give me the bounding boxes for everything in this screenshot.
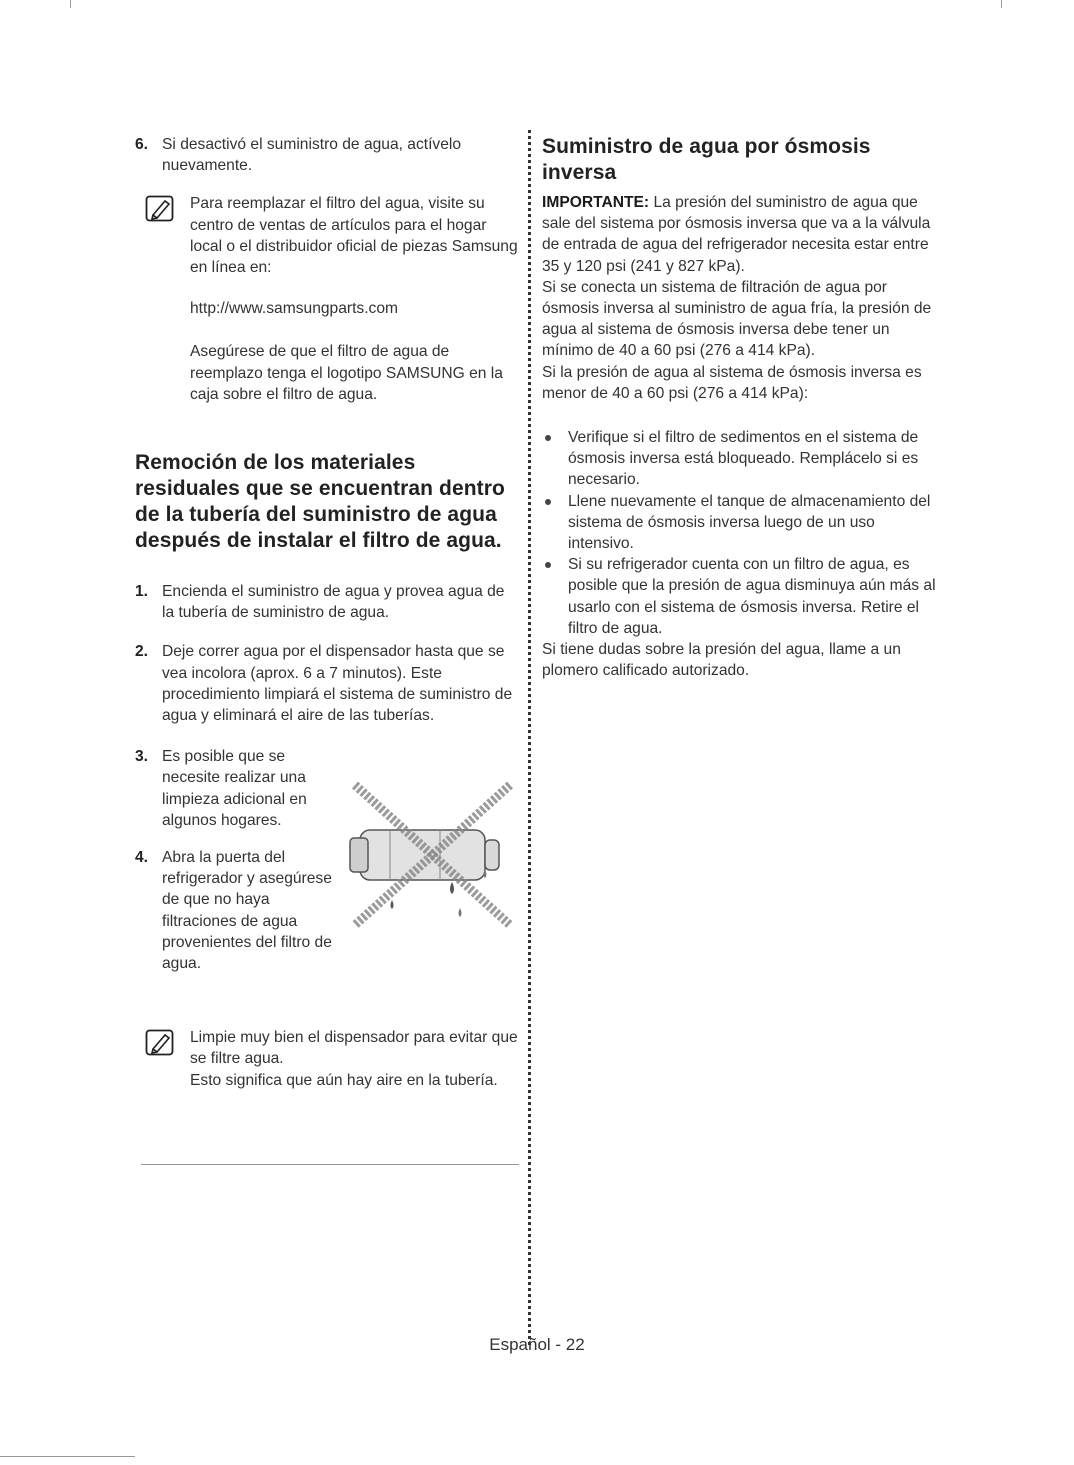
step-text: Si desactivó el suministro de agua, actívelo nuevamente. [162,136,462,175]
note-icon [145,195,175,229]
bottom-rule [141,1164,519,1165]
list-item: Llene nuevamente el tanque de almacenamiento del sistema de ósmosis inversa luego de un uso intensivo. [542,491,937,555]
note-text: Limpie muy bien el dispensador para evitar que se filtre agua. [190,1029,518,1068]
note-clean-dispenser [135,1027,520,1091]
step-number: 1. [135,583,149,601]
step-3 [135,746,332,831]
important-label: IMPORTANTE: [542,194,650,211]
bullet-list [542,427,937,639]
section-title-reverse-osmosis: Suministro de agua por ósmosis inversa [542,135,871,184]
note-replace-filter [135,193,520,405]
right-column [542,134,937,681]
section-title-residue-removal: Remoción de los materiales residuales que se encuentran dentro de la tubería del suministro de agua después de instalar el filtro de agua. [135,451,505,553]
step-number: 3. [135,748,149,766]
note-text: Para reemplazar el filtro del agua, visite su centro de ventas de artículos para el hogar local o el distribuidor oficial de piezas Samsung en línea en: [190,195,518,277]
note-text-logo: Asegúrese de que el filtro de agua de reemplazo tenga el logotipo SAMSUNG en la caja sobre el filtro de agua. [190,343,503,403]
list-item: Verifique si el filtro de sedimentos en el sistema de ósmosis inversa está bloqueado. Remplácelo si es necesario. [542,427,937,491]
step-4 [135,847,334,974]
column-divider [528,130,531,1345]
crop-mark-bottom [0,1456,135,1457]
step-text: Encienda el suministro de agua y provea agua de la tubería de suministro de agua. [162,583,505,622]
step-number: 2. [135,643,149,661]
step-text: Es posible que se necesite realizar una limpieza adicional en algunos hogares. [162,748,307,829]
step-text: Deje correr agua por el dispensador hasta que se vea incolora (aprox. 6 a 7 minutos). Este procedimiento limpiará el sistema de suministro de agua y eliminará el aire de las tuberías. [162,643,513,725]
crop-mark-left [70,0,71,8]
crop-mark-right [1001,0,1002,8]
leak-illustration [330,770,520,930]
note-icon [145,1029,175,1063]
important-paragraph [542,192,937,277]
paragraph-connection: Si se conecta un sistema de filtración de agua por ósmosis inversa al suministro de agua fría, la presión de agua al sistema de ósmosis inversa debe tener un mínimo de 40 a 60 psi (276 a 414 kPa). [542,278,932,360]
important-text: La presión del suministro de agua que sale del sistema por ósmosis inversa que va a la válvula de entrada de agua del refrigerador necesita estar entre 35 y 120 psi (241 y 827 kPa). [542,194,931,275]
paragraph-plumber: Si tiene dudas sobre la presión del agua, llame a un plomero calificado autorizado. [542,641,901,680]
step-1 [135,581,520,623]
step-2 [135,641,520,726]
paragraph-low-pressure: Si la presión de agua al sistema de ósmosis inversa es menor de 40 a 60 psi (276 a 414 kPa): [542,363,922,402]
step-number: 4. [135,849,149,867]
left-column [135,134,520,1091]
parts-url: http://www.samsungparts.com [190,300,398,318]
list-item: Si su refrigerador cuenta con un filtro de agua, es posible que la presión de agua disminuya aún más al usarlo con el sistema de ósmosis inversa. Retire el filtro de agua. [542,554,937,639]
step-text: Abra la puerta del refrigerador y asegúrese de que no haya filtraciones de agua provenientes del filtro de agua. [162,849,332,973]
step-6 [135,134,520,176]
page-footer: Español - 22 [489,1335,585,1354]
step-number: 6. [135,136,149,153]
note-text-air: Esto significa que aún hay aire en la tubería. [190,1071,498,1089]
